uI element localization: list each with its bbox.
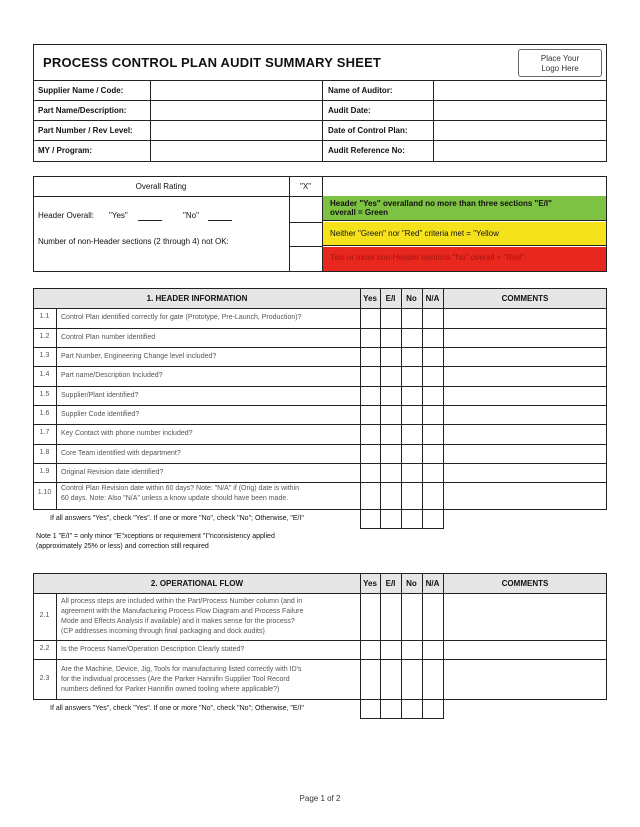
table-row (33, 424, 607, 444)
row-question-text: (CP addresses incoming through final packaging and dock audits) (61, 628, 265, 635)
row-number: 2.1 (39, 612, 50, 619)
table-row (33, 593, 607, 640)
row-number: 1.4 (39, 371, 50, 378)
row-number: 1.3 (39, 352, 50, 359)
overall-rating-heading: Overall Rating (135, 182, 187, 191)
table-row (33, 640, 607, 659)
row-question-text: Control Plan identified correctly for gate (Prototype, Pre-Launch, Production)? (61, 314, 302, 321)
row-number: 1.8 (39, 449, 50, 456)
table-row (33, 328, 607, 347)
s2-col-ei: E/I (385, 579, 396, 588)
audit-reference-label: Audit Reference No: (328, 146, 405, 155)
table-row (33, 366, 607, 386)
row-question-text: Part Number, Engineering Change level included? (61, 353, 217, 360)
table-row (33, 386, 607, 405)
no-label: "No" (183, 211, 199, 220)
table-row (33, 659, 607, 700)
header-overall-label: Header Overall: (38, 211, 95, 220)
section1-summary: If all answers "Yes", check "Yes". If one or more "No", check "No"; Otherwise, "E/I" (50, 515, 304, 522)
s1-col-no: No (406, 294, 417, 303)
page-number: Page 1 of 2 (299, 794, 341, 803)
section2-summary-boxes (360, 700, 444, 719)
s2-col-comments: COMMENTS (501, 579, 549, 588)
row-number: 1.2 (39, 333, 50, 340)
yellow-criteria-cell (323, 222, 606, 246)
note-line2: (approximately 25% or less) and correction still required (36, 543, 209, 550)
row-question-text: Mode and Effects Analysis if available) and it makes sense for the process? (61, 618, 295, 625)
supplier-name-label: Supplier Name / Code: (38, 86, 124, 95)
logo-text-line1: Place Your (540, 54, 580, 63)
row-number: 1.7 (39, 429, 50, 436)
row-question-text: Core Team identified with department? (61, 450, 181, 457)
row-question-text: Original Revision date identified? (61, 469, 164, 476)
section1-title: 1. HEADER INFORMATION (146, 294, 248, 303)
yes-label: "Yes" (109, 211, 128, 220)
table-row (33, 347, 607, 366)
s2-col-yes: Yes (363, 579, 377, 588)
note-line1: Note 1 "E/I" = only minor "E"xceptions or requirement "I"nconsistency applied (36, 533, 275, 540)
table-row (33, 463, 607, 482)
red-criteria-text: Two or more non-Header sections "No" overall = "Red" (330, 253, 524, 262)
table-row (33, 405, 607, 424)
non-header-label: Number of non-Header sections (2 through 4) not OK: (38, 237, 229, 246)
row-number: 2.2 (39, 645, 50, 652)
s2-col-na: N/A (425, 579, 440, 588)
table-row (33, 444, 607, 463)
table-row (33, 482, 607, 506)
row-question-text: All process steps are included within the Part/Process Number column (and in (61, 598, 303, 605)
row-number: 1.1 (39, 313, 50, 320)
row-number: 1.10 (37, 489, 52, 496)
row-number: 1.5 (39, 391, 50, 398)
s1-col-ei: E/I (385, 294, 396, 303)
row-question-text: Control Plan number identified (61, 334, 156, 341)
row-question-text: for the individual processes (Are the Parker Hannifin Supplier Tool Record (61, 676, 290, 683)
green-criteria-line2: overall = Green (330, 208, 389, 217)
green-criteria-line1: Header "Yes" overalland no more than three sections "E/I" (330, 199, 552, 208)
row-question-text: Control Plan Revision date within 60 days? Note: "N/A" if (Orig) date is within (61, 485, 300, 492)
row-question-text: Part name/Description Included? (61, 372, 163, 379)
row-number: 1.9 (39, 468, 50, 475)
section2-title: 2. OPERATIONAL FLOW (150, 579, 244, 588)
row-question-text: Are the Machine, Device, Jig, Tools for manufacturing listed correctly with ID's (61, 666, 302, 673)
page-title: PROCESS CONTROL PLAN AUDIT SUMMARY SHEET (43, 55, 382, 70)
auditor-label: Name of Auditor: (328, 86, 393, 95)
row-question-text: agreement with the Manufacturing Process Flow Diagram and Process Failure (61, 608, 304, 615)
row-number: 2.3 (39, 675, 50, 682)
x-heading: "X" (299, 182, 311, 191)
audit-date-label: Audit Date: (328, 106, 371, 115)
row-question-text: Key Contact with phone number included? (61, 430, 193, 437)
row-question-text: Is the Process Name/Operation Description Clearly stated? (61, 646, 245, 653)
s1-col-yes: Yes (363, 294, 377, 303)
part-number-label: Part Number / Rev Level: (38, 126, 133, 135)
row-question-text: Supplier/Plant identified? (61, 392, 139, 399)
section1-summary-boxes (360, 510, 444, 529)
row-question-text: numbers defined for Parker Hannifin owned tooling where applicable?) (61, 686, 280, 693)
red-criteria-cell (323, 247, 606, 271)
part-name-label: Part Name/Description: (38, 106, 127, 115)
program-label: MY / Program: (38, 146, 93, 155)
row-number: 1.6 (39, 410, 50, 417)
logo-text-line2: Logo Here (541, 64, 579, 73)
yellow-criteria-text: Neither "Green" nor "Red" criteria met = "Yellow (330, 229, 499, 238)
row-question-text: Supplier Code identified? (61, 411, 140, 418)
s2-col-no: No (406, 579, 417, 588)
section2-summary: If all answers "Yes", check "Yes". If one or more "No", check "No"; Otherwise, "E/I" (50, 705, 304, 712)
green-criteria-cell (323, 196, 606, 221)
logo-placeholder (518, 49, 602, 77)
s1-col-comments: COMMENTS (501, 294, 549, 303)
table-row (33, 308, 607, 328)
s1-col-na: N/A (425, 294, 440, 303)
control-plan-date-label: Date of Control Plan: (328, 126, 408, 135)
row-question-text: 60 days. Note: Also "N/A" unless a know update should have been made. (61, 495, 289, 502)
